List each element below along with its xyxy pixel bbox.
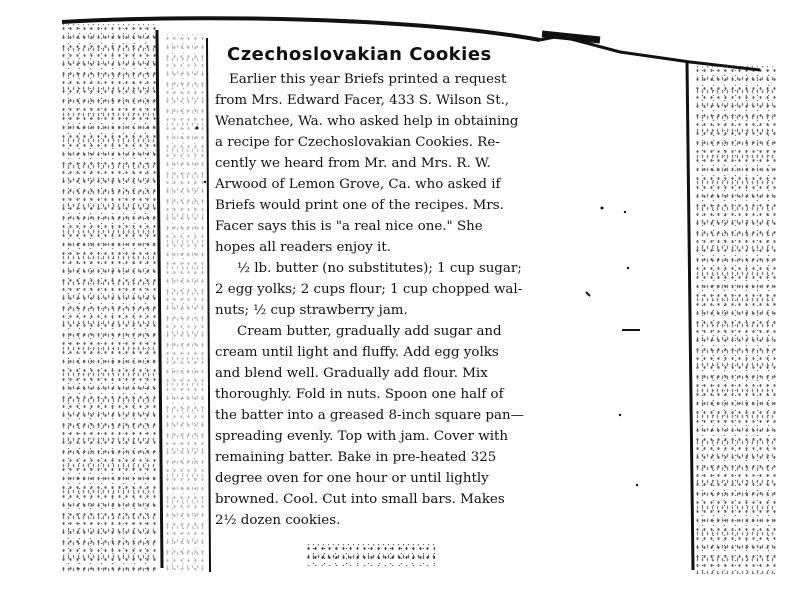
left-speckled-margin — [60, 24, 156, 572]
method-line: the batter into a greased 8-inch square pan— — [215, 408, 524, 423]
ingredients-line: nuts; ½ cup strawberry jam. — [215, 303, 408, 318]
intro-line: Facer says this is "a real nice one." She — [215, 219, 483, 234]
intro-line: Briefs would print one of the recipes. Mrs. — [215, 198, 504, 213]
intro-line: a recipe for Czechoslovakian Cookies. Re- — [215, 135, 500, 150]
ingredients-line: ½ lb. butter (no substitutes); 1 cup sugar; — [237, 261, 522, 276]
intro-line: cently we heard from Mr. and Mrs. R. W. — [215, 156, 491, 171]
ingredients-line: 2 egg yolks; 2 cups flour; 1 cup chopped wal- — [215, 282, 523, 297]
article-headline: Czechoslovakian Cookies — [227, 44, 492, 65]
intro-line: Arwood of Lemon Grove, Ca. who asked if — [215, 177, 501, 192]
intro-line: Earlier this year Briefs printed a request — [229, 72, 507, 87]
left-inner-speckle — [164, 34, 204, 570]
method-paragraph — [215, 321, 605, 531]
bottom-smudge — [305, 544, 435, 566]
right-speckled-margin — [694, 66, 776, 574]
intro-line: Wenatchee, Wa. who asked help in obtaining — [215, 114, 519, 129]
method-line: browned. Cool. Cut into small bars. Makes — [215, 492, 505, 507]
method-line: thoroughly. Fold in nuts. Spoon one half of — [215, 387, 504, 402]
intro-paragraph — [215, 69, 605, 258]
ingredients-paragraph — [215, 258, 605, 321]
recipe-article — [215, 44, 605, 531]
method-line: 2½ dozen cookies. — [215, 513, 341, 528]
intro-line: from Mrs. Edward Facer, 433 S. Wilson St., — [215, 93, 510, 108]
intro-line: hopes all readers enjoy it. — [215, 240, 391, 255]
method-line: spreading evenly. Top with jam. Cover with — [215, 429, 509, 444]
method-line: degree oven for one hour or until lightly — [215, 471, 489, 486]
method-line: remaining batter. Bake in pre-heated 325 — [215, 450, 497, 465]
method-line: cream until light and fluffy. Add egg yolks — [215, 345, 499, 360]
method-line: Cream butter, gradually add sugar and — [237, 324, 502, 339]
method-line: and blend well. Gradually add flour. Mix — [215, 366, 488, 381]
